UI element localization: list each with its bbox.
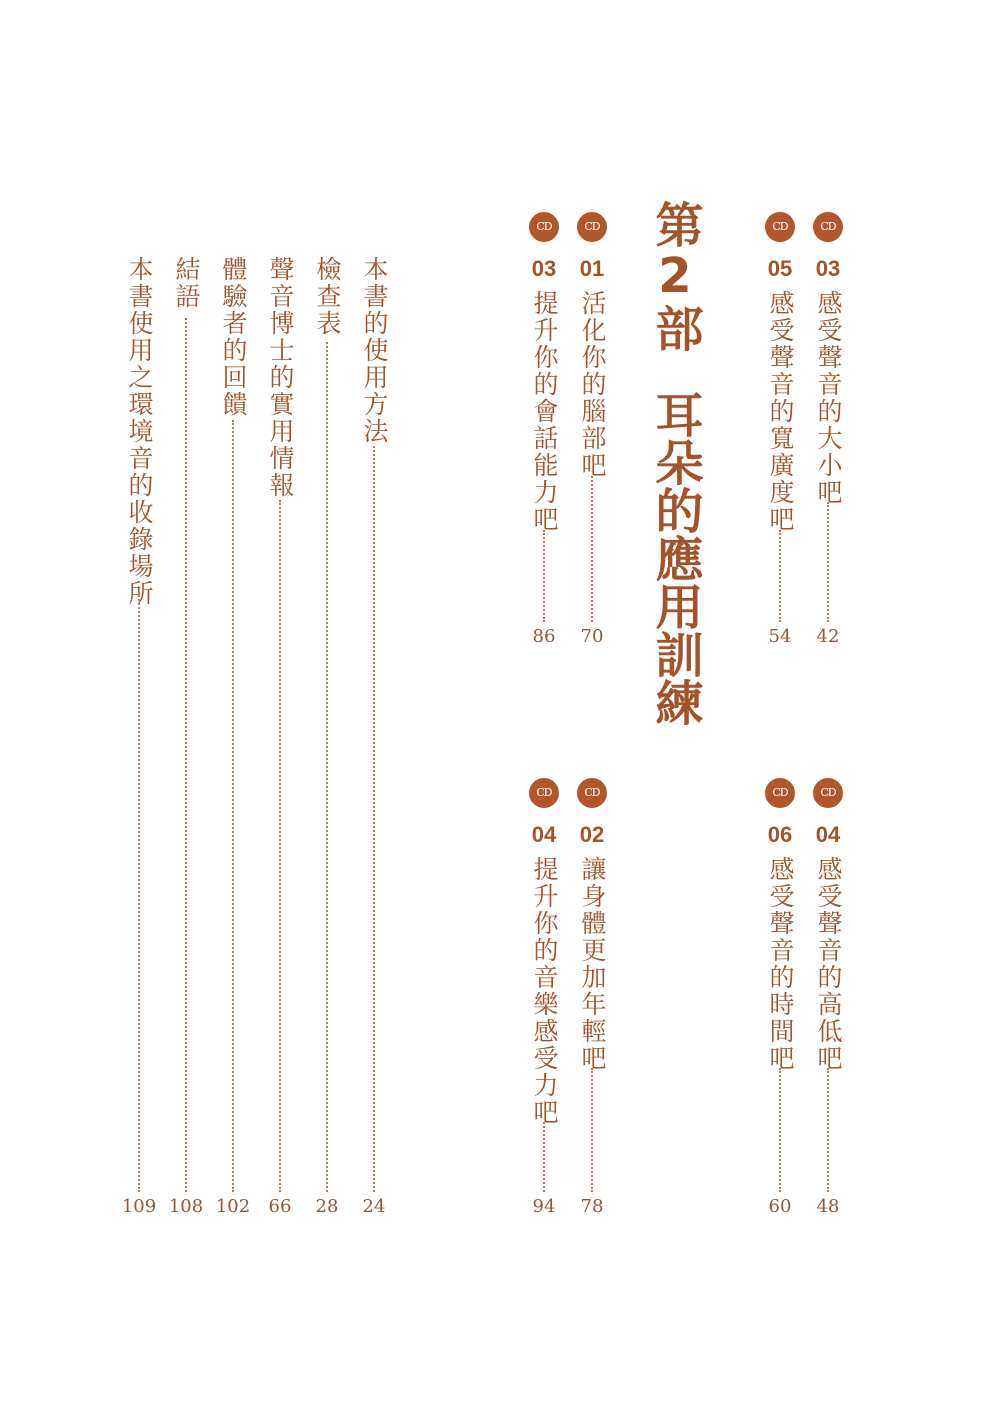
- chapter-title: 活化你的腦部吧: [578, 290, 607, 479]
- cd-icon: CD: [529, 212, 559, 242]
- page-number: 109: [121, 1196, 157, 1217]
- appendix-entry[interactable]: [117, 256, 163, 1226]
- chapter-title: 感受聲音的寬廣度吧: [766, 290, 795, 533]
- page-number: 66: [268, 1196, 292, 1217]
- page-number: 48: [816, 1196, 840, 1217]
- appendix-entry[interactable]: [164, 256, 210, 1226]
- chapter-entry[interactable]: [522, 778, 568, 1218]
- chapter-entry[interactable]: [522, 212, 568, 652]
- cd-icon: CD: [765, 778, 795, 808]
- page-number: 54: [768, 626, 792, 647]
- chapter-title: 感受聲音的大小吧: [814, 290, 843, 506]
- page-number: 70: [580, 626, 604, 647]
- dot-leader: [827, 502, 829, 622]
- dot-leader: [779, 1068, 781, 1192]
- appendix-entry[interactable]: [211, 256, 257, 1226]
- part-prefix: 第: [647, 200, 703, 248]
- appendix-entry[interactable]: [258, 256, 304, 1226]
- part-title: [640, 200, 710, 726]
- chapter-number: 03: [531, 256, 557, 281]
- chapter-entry[interactable]: [758, 778, 804, 1218]
- cd-icon: CD: [765, 212, 795, 242]
- chapter-number: 04: [531, 822, 557, 847]
- part-name: 耳朵的應用訓練: [647, 390, 703, 726]
- chapter-number: 04: [815, 822, 841, 847]
- appendix-title: 本書使用之環境音的收錄場所: [125, 256, 154, 607]
- dot-leader: [779, 530, 781, 622]
- page-number: 28: [315, 1196, 339, 1217]
- chapter-title: 感受聲音的時間吧: [766, 856, 795, 1072]
- chapter-number: 05: [767, 256, 793, 281]
- chapter-entry[interactable]: [806, 778, 852, 1218]
- dot-leader: [543, 530, 545, 622]
- appendix-title: 結語: [172, 256, 201, 310]
- cd-icon: CD: [813, 212, 843, 242]
- page-number: 94: [532, 1196, 556, 1217]
- cd-icon: CD: [577, 212, 607, 242]
- page-number: 24: [362, 1196, 386, 1217]
- part-suffix: 部: [647, 304, 703, 352]
- dot-leader: [373, 446, 375, 1192]
- chapter-title: 讓身體更加年輕吧: [578, 856, 607, 1072]
- appendix-title: 體驗者的回饋: [219, 256, 248, 418]
- dot-leader: [827, 1068, 829, 1192]
- appendix-entry[interactable]: [305, 256, 351, 1226]
- appendix-title: 聲音博士的實用情報: [266, 256, 295, 499]
- dot-leader: [326, 342, 328, 1192]
- page-number: 102: [215, 1196, 251, 1217]
- cd-icon: CD: [529, 778, 559, 808]
- dot-leader: [543, 1122, 545, 1192]
- cd-icon: CD: [813, 778, 843, 808]
- appendix-entry[interactable]: [352, 256, 398, 1226]
- chapter-title: 提升你的音樂感受力吧: [530, 856, 559, 1126]
- chapter-number: 06: [767, 822, 793, 847]
- appendix-title: 本書的使用方法: [360, 256, 389, 445]
- chapter-entry[interactable]: [570, 778, 616, 1218]
- dot-leader: [185, 318, 187, 1192]
- appendix-title: 檢查表: [313, 256, 342, 337]
- dot-leader: [279, 500, 281, 1192]
- page-number: 108: [168, 1196, 204, 1217]
- chapter-title: 感受聲音的高低吧: [814, 856, 843, 1072]
- chapter-number: 01: [579, 256, 605, 281]
- cd-icon: CD: [577, 778, 607, 808]
- chapter-entry[interactable]: [570, 212, 616, 652]
- page-number: 86: [532, 626, 556, 647]
- page-number: 60: [768, 1196, 792, 1217]
- page-number: 78: [580, 1196, 604, 1217]
- dot-leader: [232, 420, 234, 1192]
- chapter-title: 提升你的會話能力吧: [530, 290, 559, 533]
- chapter-number: 03: [815, 256, 841, 281]
- dot-leader: [138, 592, 140, 1192]
- dot-leader: [591, 1068, 593, 1192]
- part-number: 2: [647, 248, 703, 304]
- chapter-number: 02: [579, 822, 605, 847]
- dot-leader: [591, 476, 593, 622]
- page-number: 42: [816, 626, 840, 647]
